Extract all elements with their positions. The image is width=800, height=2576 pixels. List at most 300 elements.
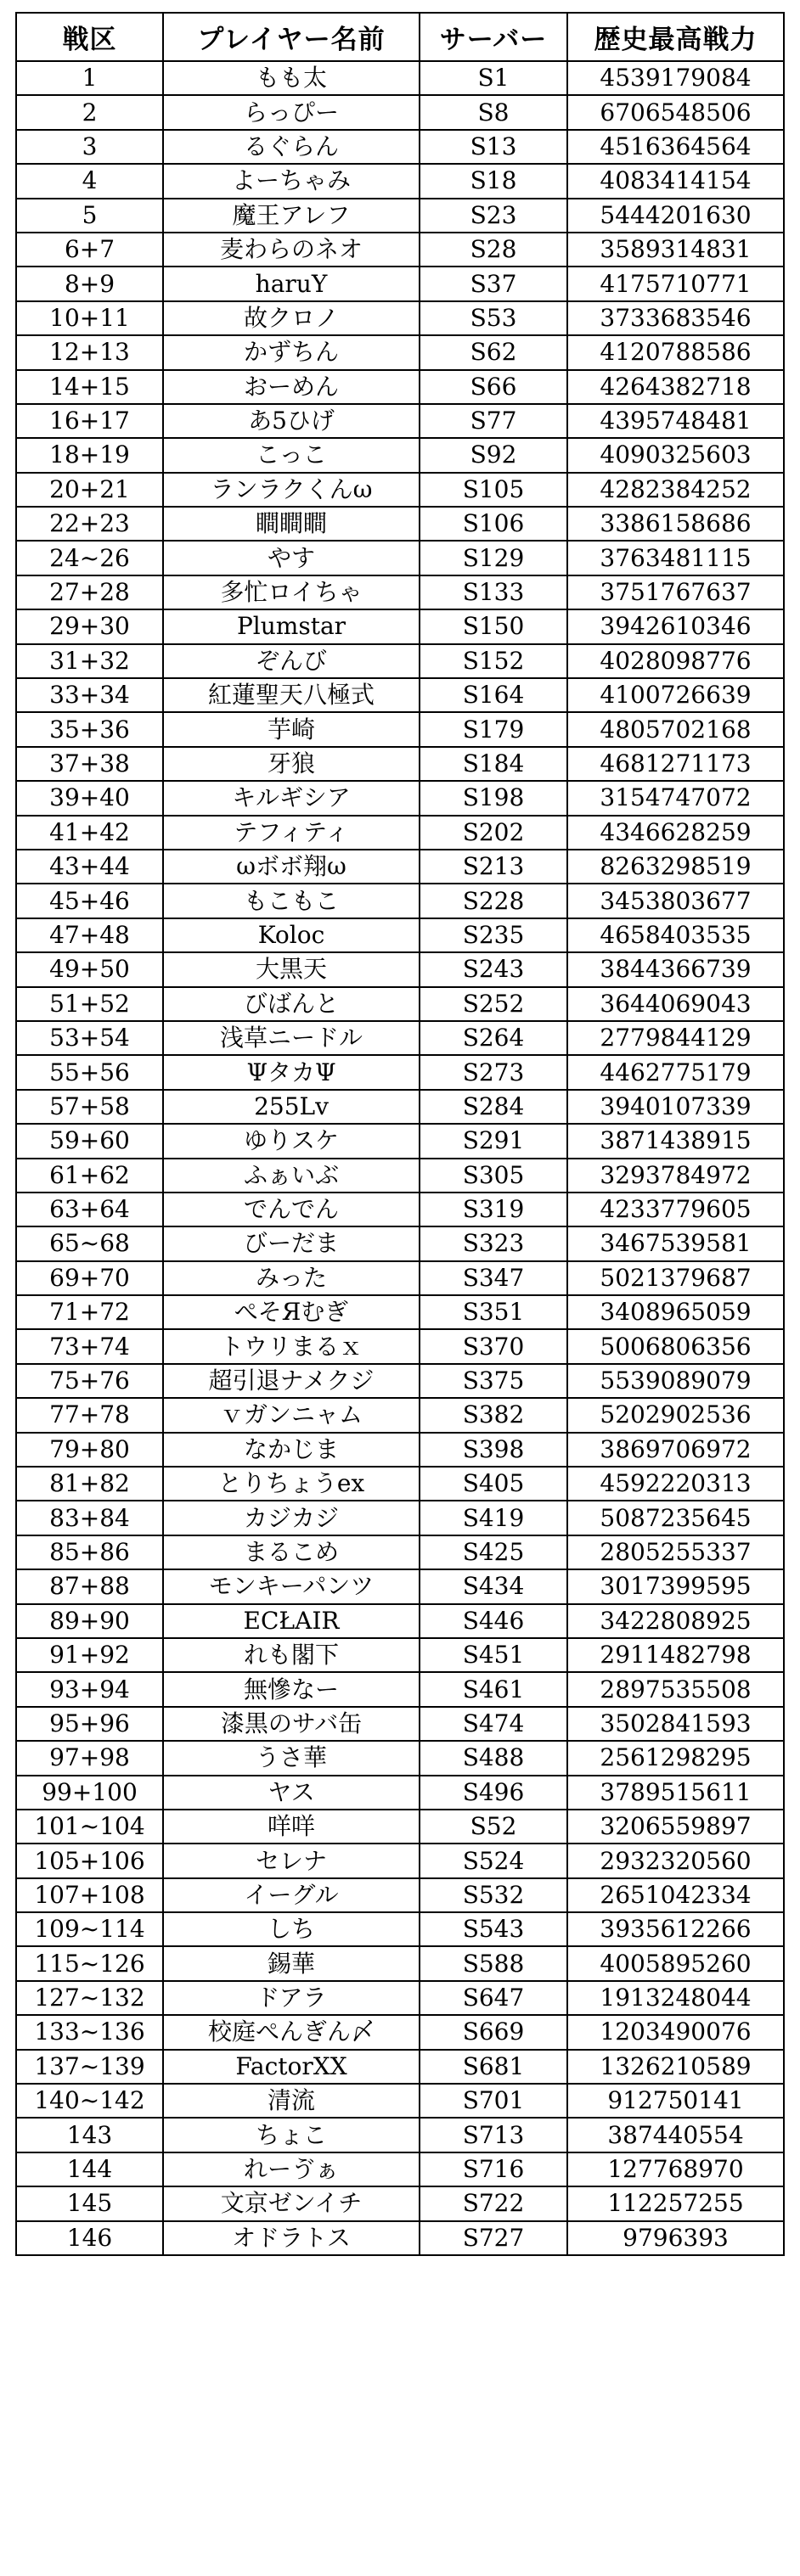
server-cell: S398 [420,1433,567,1467]
table-row [16,575,784,609]
battle-area-cell: 99+100 [16,1776,163,1810]
table-body [16,61,784,2255]
table-row [16,1981,784,2015]
player-name-cell: 錫華 [163,1946,420,1980]
battle-area-cell: 73+74 [16,1329,163,1363]
battle-area-cell: 33+34 [16,678,163,712]
table-row [16,1604,784,1638]
player-name-cell: やす [163,541,420,575]
highest-power-cell: 4264382718 [567,370,784,404]
table-row [16,1672,784,1706]
player-name-cell: 瞷瞷瞷 [163,507,420,541]
server-cell: S496 [420,1776,567,1810]
highest-power-cell: 3942610346 [567,609,784,643]
highest-power-cell: 4282384252 [567,473,784,507]
battle-area-cell: 91+92 [16,1638,163,1672]
battle-area-cell: 35+36 [16,712,163,746]
highest-power-cell: 112257255 [567,2186,784,2220]
server-cell: S647 [420,1981,567,2015]
highest-power-cell: 4539179084 [567,61,784,95]
highest-power-cell: 9796393 [567,2221,784,2255]
player-name-cell: 紅蓮聖天八極式 [163,678,420,712]
battle-area-cell: 71+72 [16,1295,163,1329]
table-row [16,2050,784,2084]
battle-area-cell: 6+7 [16,233,163,267]
battle-area-cell: 105+106 [16,1844,163,1877]
server-cell: S323 [420,1226,567,1260]
server-cell: S722 [420,2186,567,2220]
server-cell: S243 [420,952,567,986]
server-cell: S202 [420,816,567,850]
battle-area-cell: 31+32 [16,644,163,678]
server-cell: S13 [420,130,567,164]
battle-area-cell: 18+19 [16,438,163,472]
player-name-cell: ΨタカΨ [163,1055,420,1089]
highest-power-cell: 3408965059 [567,1295,784,1329]
server-cell: S681 [420,2050,567,2084]
highest-power-cell: 3789515611 [567,1776,784,1810]
table-row [16,1741,784,1775]
table-row [16,1261,784,1295]
table-row [16,712,784,746]
player-name-cell: キルギシア [163,781,420,815]
player-name-cell: ゆりスケ [163,1124,420,1158]
table-row [16,1090,784,1124]
server-cell: S184 [420,747,567,781]
server-cell: S28 [420,233,567,267]
battle-area-cell: 61+62 [16,1159,163,1193]
server-cell: S588 [420,1946,567,1980]
battle-area-cell: 41+42 [16,816,163,850]
battle-area-cell: 1 [16,61,163,95]
player-name-cell: でんでん [163,1193,420,1226]
highest-power-cell: 3733683546 [567,301,784,335]
battle-area-cell: 107+108 [16,1878,163,1912]
table-row [16,816,784,850]
player-name-cell: カジカジ [163,1501,420,1535]
table-row [16,301,784,335]
highest-power-cell: 2651042334 [567,1878,784,1912]
server-cell: S106 [420,507,567,541]
player-name-cell: 牙狼 [163,747,420,781]
table-row [16,1878,784,1912]
battle-area-cell: 39+40 [16,781,163,815]
highest-power-cell: 387440554 [567,2118,784,2152]
highest-power-cell: 6706548506 [567,95,784,129]
highest-power-cell: 5444201630 [567,199,784,233]
table-row [16,233,784,267]
player-name-cell: ヤス [163,1776,420,1810]
highest-power-cell: 4120788586 [567,335,784,369]
player-name-cell: みった [163,1261,420,1295]
server-cell: S543 [420,1912,567,1946]
player-name-cell: 咩咩 [163,1810,420,1844]
table-row [16,1946,784,1980]
server-cell: S351 [420,1295,567,1329]
battle-area-cell: 10+11 [16,301,163,335]
battle-area-cell: 79+80 [16,1433,163,1467]
server-cell: S405 [420,1467,567,1501]
table-row [16,1055,784,1089]
battle-area-cell: 37+38 [16,747,163,781]
table-row [16,1398,784,1432]
table-row [16,507,784,541]
server-cell: S77 [420,404,567,438]
player-name-cell: らっぴー [163,95,420,129]
table-row [16,1467,784,1501]
server-cell: S524 [420,1844,567,1877]
highest-power-cell: 3206559897 [567,1810,784,1844]
highest-power-cell: 4175710771 [567,267,784,300]
player-name-cell: かずちん [163,335,420,369]
player-name-cell: 無慘なー [163,1672,420,1706]
highest-power-cell: 3502841593 [567,1707,784,1741]
player-name-cell: 魔王アレフ [163,199,420,233]
player-name-cell: びーだま [163,1226,420,1260]
table-row [16,952,784,986]
player-name-cell: セレナ [163,1844,420,1877]
battle-area-cell: 137~139 [16,2050,163,2084]
highest-power-cell: 1203490076 [567,2015,784,2049]
battle-area-cell: 144 [16,2152,163,2186]
player-name-cell: FactorXX [163,2050,420,2084]
battle-area-cell: 5 [16,199,163,233]
battle-area-cell: 55+56 [16,1055,163,1089]
player-name-cell: もこもこ [163,884,420,918]
battle-area-cell: 140~142 [16,2084,163,2118]
table-row [16,678,784,712]
player-name-cell: 校庭ぺんぎん〆 [163,2015,420,2049]
server-cell: S319 [420,1193,567,1226]
highest-power-cell: 1913248044 [567,1981,784,2015]
server-cell: S66 [420,370,567,404]
server-cell: S713 [420,2118,567,2152]
player-name-cell: れも閣下 [163,1638,420,1672]
highest-power-cell: 4346628259 [567,816,784,850]
table-row [16,1535,784,1569]
battle-area-cell: 45+46 [16,884,163,918]
battle-area-cell: 4 [16,164,163,198]
server-cell: S291 [420,1124,567,1158]
battle-area-cell: 24~26 [16,541,163,575]
table-row [16,918,784,952]
player-name-cell: しち [163,1912,420,1946]
player-name-cell: びばんと [163,987,420,1021]
player-name-cell: haruY [163,267,420,300]
server-cell: S1 [420,61,567,95]
highest-power-cell: 3386158686 [567,507,784,541]
table-row [16,1226,784,1260]
highest-power-cell: 3453803677 [567,884,784,918]
battle-area-cell: 27+28 [16,575,163,609]
server-cell: S474 [420,1707,567,1741]
highest-power-cell: 3935612266 [567,1912,784,1946]
server-cell: S228 [420,884,567,918]
table-row [16,61,784,95]
header-player-name: プレイヤー名前 [163,13,420,61]
battle-area-cell: 51+52 [16,987,163,1021]
highest-power-cell: 3017399595 [567,1569,784,1603]
highest-power-cell: 4592220313 [567,1467,784,1501]
highest-power-cell: 4395748481 [567,404,784,438]
battle-area-cell: 8+9 [16,267,163,300]
server-cell: S284 [420,1090,567,1124]
table-row [16,1433,784,1467]
battle-area-cell: 3 [16,130,163,164]
battle-area-cell: 69+70 [16,1261,163,1295]
table-row [16,1364,784,1398]
highest-power-cell: 4083414154 [567,164,784,198]
table-row [16,850,784,884]
player-name-cell: トウリまるｘ [163,1329,420,1363]
server-cell: S252 [420,987,567,1021]
highest-power-cell: 4658403535 [567,918,784,952]
player-name-cell: ふぁいぶ [163,1159,420,1193]
battle-area-cell: 85+86 [16,1535,163,1569]
highest-power-cell: 3871438915 [567,1124,784,1158]
player-name-cell: ECŁAIR [163,1604,420,1638]
highest-power-cell: 8263298519 [567,850,784,884]
server-cell: S179 [420,712,567,746]
table-row [16,267,784,300]
table-row [16,1844,784,1877]
table-row [16,1776,784,1810]
highest-power-cell: 3869706972 [567,1433,784,1467]
table-row [16,1021,784,1055]
player-name-cell: 清流 [163,2084,420,2118]
highest-power-cell: 3589314831 [567,233,784,267]
player-name-cell: とりちょうex [163,1467,420,1501]
player-name-cell: ぺそЯむぎ [163,1295,420,1329]
battle-area-cell: 53+54 [16,1021,163,1055]
header-battle-area: 戦区 [16,13,163,61]
table-row [16,199,784,233]
battle-area-cell: 43+44 [16,850,163,884]
highest-power-cell: 3844366739 [567,952,784,986]
player-name-cell: ドアラ [163,1981,420,2015]
battle-area-cell: 127~132 [16,1981,163,2015]
player-name-cell: あ5ひげ [163,404,420,438]
table-row [16,1501,784,1535]
table-row [16,164,784,198]
battle-area-cell: 97+98 [16,1741,163,1775]
table-row [16,95,784,129]
highest-power-cell: 4805702168 [567,712,784,746]
table-row [16,404,784,438]
player-name-cell: ランラクくんω [163,473,420,507]
player-name-cell: ωボボ翔ω [163,850,420,884]
highest-power-cell: 4100726639 [567,678,784,712]
server-cell: S150 [420,609,567,643]
highest-power-cell: 5539089079 [567,1364,784,1398]
server-cell: S382 [420,1398,567,1432]
highest-power-cell: 912750141 [567,2084,784,2118]
server-cell: S129 [420,541,567,575]
table-row [16,1295,784,1329]
server-cell: S488 [420,1741,567,1775]
player-name-cell: ぞんび [163,644,420,678]
table-row [16,2084,784,2118]
player-name-cell: 麦わらのネオ [163,233,420,267]
header-highest-power: 歴史最高戦力 [567,13,784,61]
player-name-cell: れーゔぁ [163,2152,420,2186]
player-name-cell: ｖガンニャム [163,1398,420,1432]
player-name-cell: Plumstar [163,609,420,643]
battle-area-cell: 20+21 [16,473,163,507]
highest-power-cell: 3940107339 [567,1090,784,1124]
player-name-cell: 255Lv [163,1090,420,1124]
highest-power-cell: 1326210589 [567,2050,784,2084]
table-row [16,2152,784,2186]
battle-area-cell: 16+17 [16,404,163,438]
table-row [16,987,784,1021]
table-row [16,781,784,815]
battle-area-cell: 14+15 [16,370,163,404]
highest-power-cell: 127768970 [567,2152,784,2186]
battle-area-cell: 95+96 [16,1707,163,1741]
server-cell: S305 [420,1159,567,1193]
highest-power-cell: 4090325603 [567,438,784,472]
highest-power-cell: 4233779605 [567,1193,784,1226]
battle-area-cell: 65~68 [16,1226,163,1260]
table-row [16,541,784,575]
highest-power-cell: 2932320560 [567,1844,784,1877]
highest-power-cell: 2911482798 [567,1638,784,1672]
server-cell: S152 [420,644,567,678]
highest-power-cell: 3467539581 [567,1226,784,1260]
highest-power-cell: 3422808925 [567,1604,784,1638]
table-row [16,2186,784,2220]
server-cell: S105 [420,473,567,507]
battle-area-cell: 75+76 [16,1364,163,1398]
highest-power-cell: 3154747072 [567,781,784,815]
battle-area-cell: 22+23 [16,507,163,541]
player-name-cell: 超引退ナメクジ [163,1364,420,1398]
battle-area-cell: 59+60 [16,1124,163,1158]
battle-area-cell: 101~104 [16,1810,163,1844]
table-row [16,1707,784,1741]
highest-power-cell: 3751767637 [567,575,784,609]
table-row [16,473,784,507]
table-row [16,884,784,918]
table-row [16,1810,784,1844]
table-row [16,2118,784,2152]
server-cell: S198 [420,781,567,815]
server-cell: S62 [420,335,567,369]
player-name-cell: ちょこ [163,2118,420,2152]
player-name-cell: うさ華 [163,1741,420,1775]
player-name-cell: よーちゃみ [163,164,420,198]
highest-power-cell: 3644069043 [567,987,784,1021]
battle-area-cell: 146 [16,2221,163,2255]
server-cell: S18 [420,164,567,198]
highest-power-cell: 5202902536 [567,1398,784,1432]
player-name-cell: オドラトス [163,2221,420,2255]
highest-power-cell: 2805255337 [567,1535,784,1569]
battle-area-cell: 133~136 [16,2015,163,2049]
table-row [16,335,784,369]
server-cell: S434 [420,1569,567,1603]
server-cell: S213 [420,850,567,884]
server-cell: S532 [420,1878,567,1912]
battle-area-cell: 145 [16,2186,163,2220]
table-row [16,1159,784,1193]
player-name-cell: モンキーパンツ [163,1569,420,1603]
player-name-cell: 浅草ニードル [163,1021,420,1055]
server-cell: S264 [420,1021,567,1055]
highest-power-cell: 4681271173 [567,747,784,781]
player-name-cell: もも太 [163,61,420,95]
server-cell: S451 [420,1638,567,1672]
player-name-cell: こっこ [163,438,420,472]
highest-power-cell: 5087235645 [567,1501,784,1535]
highest-power-cell: 3293784972 [567,1159,784,1193]
battle-area-cell: 143 [16,2118,163,2152]
battle-area-cell: 2 [16,95,163,129]
player-name-cell: まるこめ [163,1535,420,1569]
table-row [16,747,784,781]
player-name-cell: 大黒天 [163,952,420,986]
battle-area-cell: 57+58 [16,1090,163,1124]
battle-area-cell: 12+13 [16,335,163,369]
server-cell: S425 [420,1535,567,1569]
table-row [16,1124,784,1158]
player-name-cell: 多忙ロイちゃ [163,575,420,609]
server-cell: S273 [420,1055,567,1089]
server-cell: S92 [420,438,567,472]
server-cell: S446 [420,1604,567,1638]
highest-power-cell: 4462775179 [567,1055,784,1089]
server-cell: S23 [420,199,567,233]
server-cell: S133 [420,575,567,609]
table-row [16,130,784,164]
battle-area-cell: 83+84 [16,1501,163,1535]
battle-area-cell: 115~126 [16,1946,163,1980]
table-row [16,2015,784,2049]
server-cell: S347 [420,1261,567,1295]
table-row [16,1329,784,1363]
battle-area-cell: 63+64 [16,1193,163,1226]
server-cell: S716 [420,2152,567,2186]
table-row [16,644,784,678]
battle-area-cell: 49+50 [16,952,163,986]
highest-power-cell: 5006806356 [567,1329,784,1363]
table-row [16,2221,784,2255]
table-row [16,1912,784,1946]
table-row [16,438,784,472]
battle-area-cell: 47+48 [16,918,163,952]
server-cell: S370 [420,1329,567,1363]
battle-area-cell: 109~114 [16,1912,163,1946]
player-name-cell: 漆黒のサバ缶 [163,1707,420,1741]
server-cell: S8 [420,95,567,129]
table-row [16,1193,784,1226]
highest-power-cell: 4028098776 [567,644,784,678]
server-cell: S461 [420,1672,567,1706]
server-cell: S37 [420,267,567,300]
header-server: サーバー [420,13,567,61]
battle-area-cell: 93+94 [16,1672,163,1706]
battle-area-cell: 87+88 [16,1569,163,1603]
server-cell: S375 [420,1364,567,1398]
server-cell: S52 [420,1810,567,1844]
battle-area-cell: 81+82 [16,1467,163,1501]
server-cell: S669 [420,2015,567,2049]
highest-power-cell: 2779844129 [567,1021,784,1055]
player-name-cell: イーグル [163,1878,420,1912]
player-name-cell: 文京ゼンイチ [163,2186,420,2220]
player-name-cell: Koloc [163,918,420,952]
